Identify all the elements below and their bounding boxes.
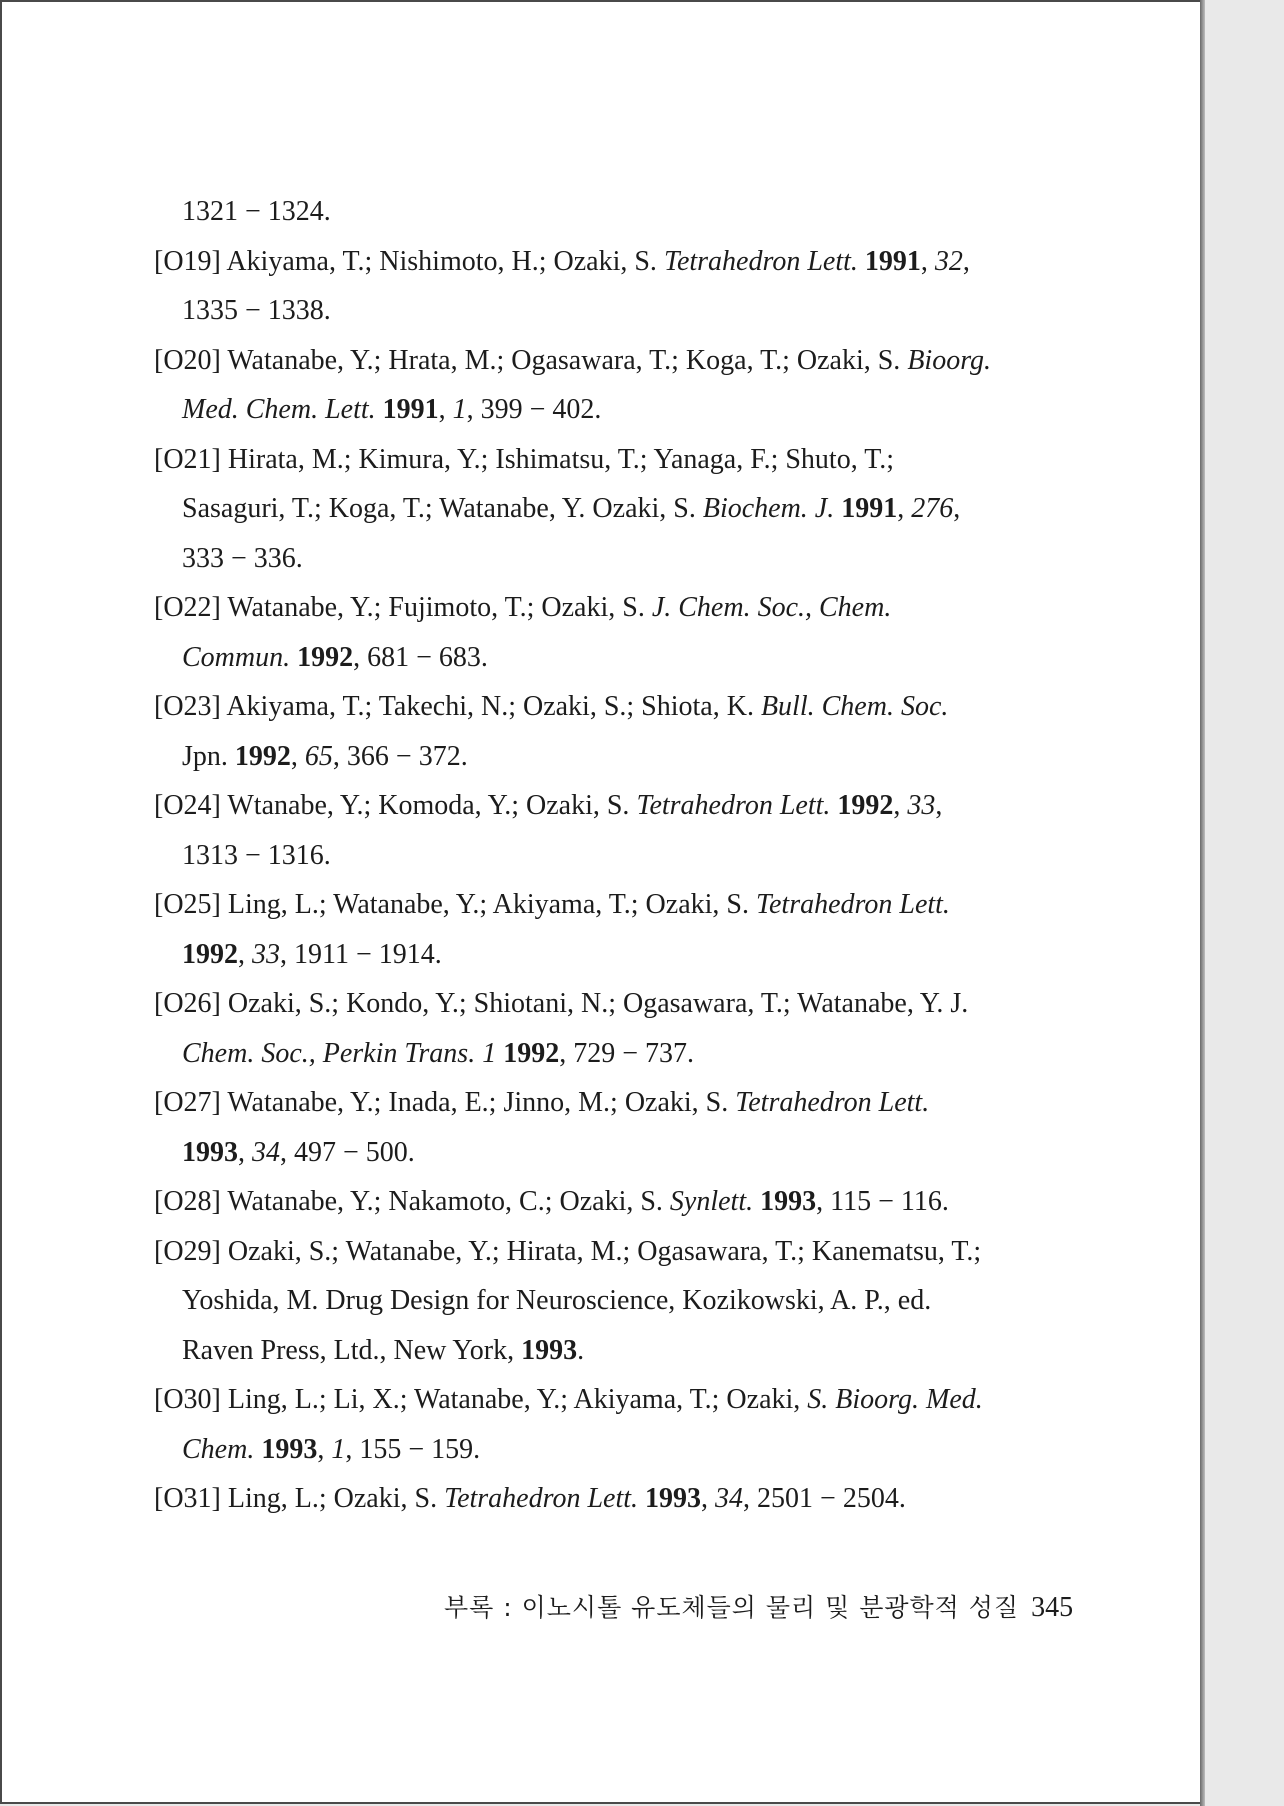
reference-continuation	[182, 393, 601, 427]
reference-entry	[154, 1086, 929, 1120]
reference-tag: [O20]	[154, 344, 228, 376]
reference-text: Ling, L.; Li, X.; Watanabe, Y.; Akiyama, T.; Ozaki, S. Bioorg. Med.	[227, 1384, 983, 1415]
reference-continuation	[182, 195, 331, 229]
reference-text: Sasaguri, T.; Koga, T.; Watanabe, Y. Ozaki, S. Biochem. J. 1991, 276,	[182, 493, 961, 524]
reference-entry	[154, 987, 968, 1021]
reference-continuation	[182, 1334, 584, 1368]
reference-entry	[154, 789, 942, 823]
reference-text: Jpn. 1992, 65, 366 − 372.	[182, 740, 468, 772]
reference-text: 1993, 34, 497 − 500.	[182, 1136, 415, 1168]
reference-text: Ling, L.; Watanabe, Y.; Akiyama, T.; Ozaki, S. Tetrahedron Lett.	[227, 889, 950, 920]
reference-text: 1313 − 1316.	[182, 839, 331, 871]
reference-tag: [O30]	[154, 1384, 228, 1415]
reference-text: Watanabe, Y.; Hrata, M.; Ogasawara, T.; Koga, T.; Ozaki, S. Bioorg.	[227, 344, 992, 376]
reference-entry	[154, 245, 970, 279]
reference-continuation	[182, 938, 442, 972]
reference-text: Watanabe, Y.; Fujimoto, T.; Ozaki, S. J. Chem. Soc., Chem.	[227, 592, 892, 623]
reference-text: 333 − 336.	[182, 542, 303, 574]
reference-tag: [O24]	[154, 790, 228, 821]
reference-tag: [O22]	[154, 592, 228, 623]
page-footer	[444, 1588, 1073, 1624]
reference-continuation	[182, 1037, 694, 1071]
reference-tag: [O19]	[154, 245, 227, 277]
reference-continuation	[182, 740, 468, 774]
reference-entry	[154, 344, 991, 378]
reference-continuation	[182, 542, 303, 576]
reference-tag: [O31]	[154, 1483, 228, 1514]
reference-text: Yoshida, M. Drug Design for Neuroscience, Kozikowski, A. P., ed.	[182, 1285, 932, 1316]
reference-entry	[154, 690, 948, 724]
reference-text: 1335 − 1338.	[182, 295, 331, 326]
reference-tag: [O29]	[154, 1235, 228, 1267]
reference-entry	[154, 591, 891, 625]
reference-tag: [O23]	[154, 691, 227, 722]
reference-entry	[154, 1482, 906, 1516]
reference-text: Ling, L.; Ozaki, S. Tetrahedron Lett. 1993, 34, 2501 − 2504.	[227, 1483, 906, 1514]
reference-entry	[154, 888, 950, 922]
reference-text: Raven Press, Ltd., New York, 1993.	[182, 1334, 585, 1366]
reference-tag: [O21]	[154, 443, 228, 475]
reference-text: Akiyama, T.; Takechi, N.; Ozaki, S.; Shiota, K. Bull. Chem. Soc.	[226, 691, 949, 722]
reference-text: Wtanabe, Y.; Komoda, Y.; Ozaki, S. Tetrahedron Lett. 1992, 33,	[227, 790, 943, 821]
reference-text: Chem. Soc., Perkin Trans. 1 1992, 729 − 737.	[182, 1037, 695, 1069]
reference-text: Med. Chem. Lett. 1991, 1, 399 − 402.	[182, 394, 602, 425]
reference-text: Akiyama, T.; Nishimoto, H.; Ozaki, S. Tetrahedron Lett. 1991, 32,	[226, 245, 970, 277]
reference-continuation	[182, 492, 960, 526]
reference-text: Ozaki, S.; Kondo, Y.; Shiotani, N.; Ogasawara, T.; Watanabe, Y. J.	[227, 988, 969, 1019]
reference-continuation	[182, 294, 331, 328]
reference-entry	[154, 1235, 981, 1269]
reference-entry	[154, 1185, 949, 1219]
reference-tag: [O25]	[154, 889, 228, 920]
reference-entry	[154, 1383, 983, 1417]
reference-text: 1321 − 1324.	[182, 196, 331, 227]
reference-tag: [O27]	[154, 1087, 228, 1118]
reference-continuation	[182, 1136, 415, 1170]
reference-text: Commun. 1992, 681 − 683.	[182, 641, 488, 673]
reference-continuation	[182, 641, 488, 675]
footer-title: 부록 : 이노시톨 유도체들의 물리 및 분광학적 성질	[444, 1593, 1020, 1622]
reference-text: Hirata, M.; Kimura, Y.; Ishimatsu, T.; Yanaga, F.; Shuto, T.;	[227, 443, 894, 475]
reference-continuation	[182, 1284, 931, 1318]
page-number: 345	[1031, 1592, 1074, 1623]
reference-entry	[154, 443, 894, 477]
reference-tag: [O26]	[154, 988, 228, 1019]
reference-continuation	[182, 839, 331, 873]
reference-text: Watanabe, Y.; Inada, E.; Jinno, M.; Ozaki, S. Tetrahedron Lett.	[227, 1087, 930, 1118]
reference-text: Ozaki, S.; Watanabe, Y.; Hirata, M.; Ogasawara, T.; Kanematsu, T.;	[227, 1235, 982, 1267]
reference-text: 1992, 33, 1911 − 1914.	[182, 938, 442, 970]
reference-text: Chem. 1993, 1, 155 − 159.	[182, 1433, 481, 1465]
reference-continuation	[182, 1433, 480, 1467]
reference-text: Watanabe, Y.; Nakamoto, C.; Ozaki, S. Synlett. 1993, 115 − 116.	[227, 1186, 949, 1217]
reference-tag: [O28]	[154, 1186, 228, 1217]
page-edge	[1200, 0, 1205, 1806]
